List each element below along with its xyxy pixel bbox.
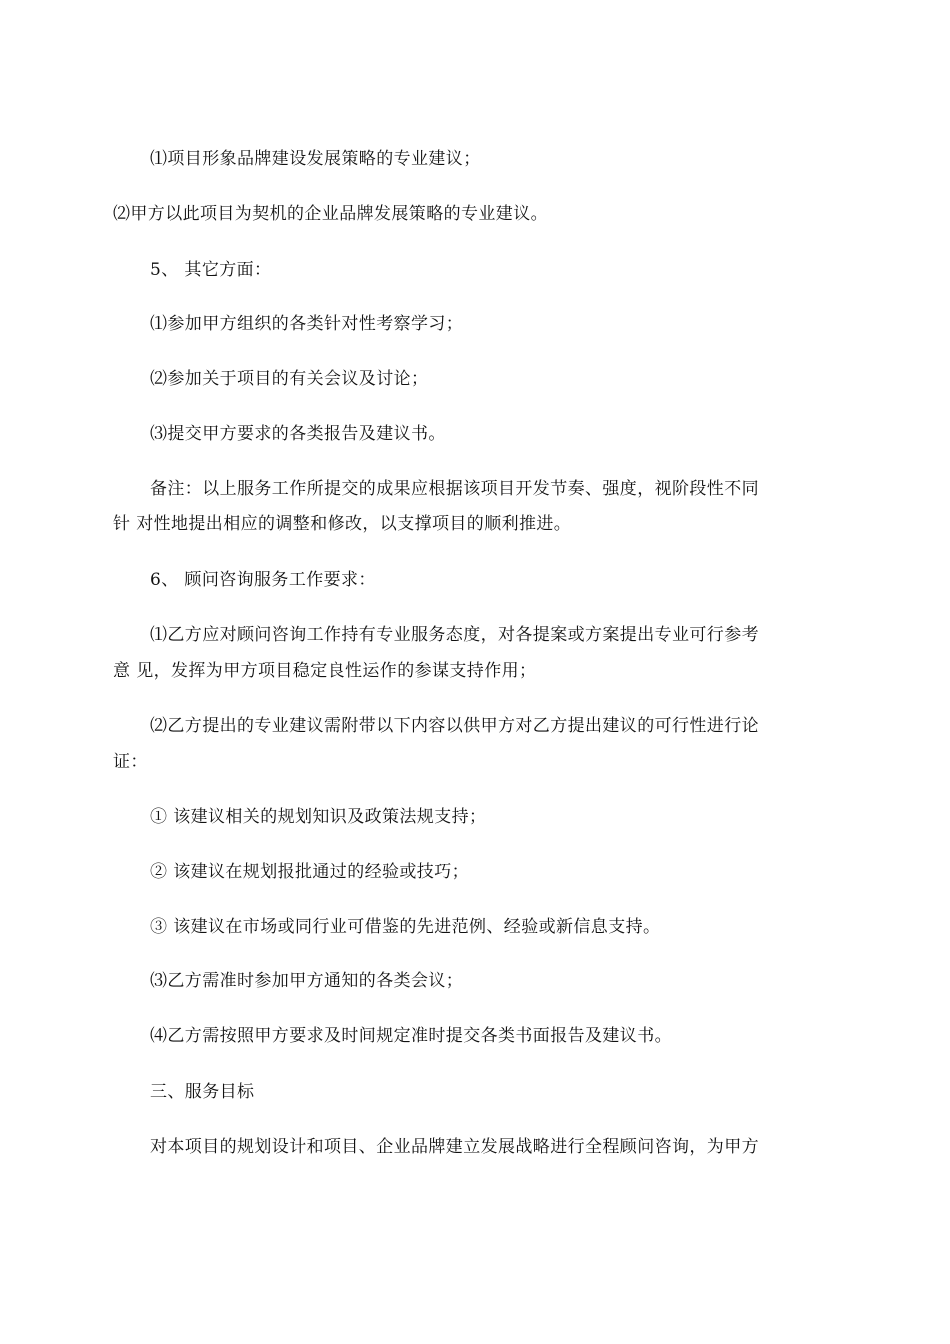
remark-paragraph-line-1: 备注：以上服务工作所提交的成果应根据该项目开发节奏、强度，视阶段性不同 bbox=[150, 479, 759, 499]
requirement-4: ⑷乙方需按照甲方要求及时间规定准时提交各类书面报告及建议书。 bbox=[150, 1026, 672, 1046]
section-5-heading: 5、 其它方面： bbox=[150, 260, 272, 280]
list-item-2-meetings: ⑵参加关于项目的有关会议及讨论； bbox=[150, 369, 429, 389]
list-item-2-enterprise-brand: ⑵甲方以此项目为契机的企业品牌发展策略的专业建议。 bbox=[113, 204, 548, 224]
section-6-heading: 6、 顾问咨询服务工作要求： bbox=[150, 570, 376, 590]
section-3-heading: 三、服务目标 bbox=[150, 1082, 255, 1102]
requirement-3: ⑶乙方需准时参加甲方通知的各类会议； bbox=[150, 971, 464, 991]
requirement-2-line-1: ⑵乙方提出的专业建议需附带以下内容以供甲方对乙方提出建议的可行性进行论 bbox=[150, 716, 759, 736]
list-item-3-reports: ⑶提交甲方要求的各类报告及建议书。 bbox=[150, 424, 446, 444]
sub-item-circled-2: ② 该建议在规划报批通过的经验或技巧； bbox=[150, 862, 470, 882]
sub-item-circled-1: ① 该建议相关的规划知识及政策法规支持； bbox=[150, 807, 487, 827]
sub-item-circled-3: ③ 该建议在市场或同行业可借鉴的先进范例、经验或新信息支持。 bbox=[150, 917, 661, 937]
requirement-1-line-2: 意 见，发挥为甲方项目稳定良性运作的参谋支持作用； bbox=[113, 661, 537, 681]
service-goal-paragraph: 对本项目的规划设计和项目、企业品牌建立发展战略进行全程顾问咨询，为甲方 bbox=[150, 1137, 759, 1157]
list-item-1-brand-image: ⑴项目形象品牌建设发展策略的专业建议； bbox=[150, 149, 481, 169]
requirement-2-line-2: 证： bbox=[113, 752, 148, 772]
remark-paragraph-line-2: 针 对性地提出相应的调整和修改，以支撑项目的顺利推进。 bbox=[113, 514, 572, 534]
list-item-1-inspection: ⑴参加甲方组织的各类针对性考察学习； bbox=[150, 314, 464, 334]
requirement-1-line-1: ⑴乙方应对顾问咨询工作持有专业服务态度，对各提案或方案提出专业可行参考 bbox=[150, 625, 759, 645]
